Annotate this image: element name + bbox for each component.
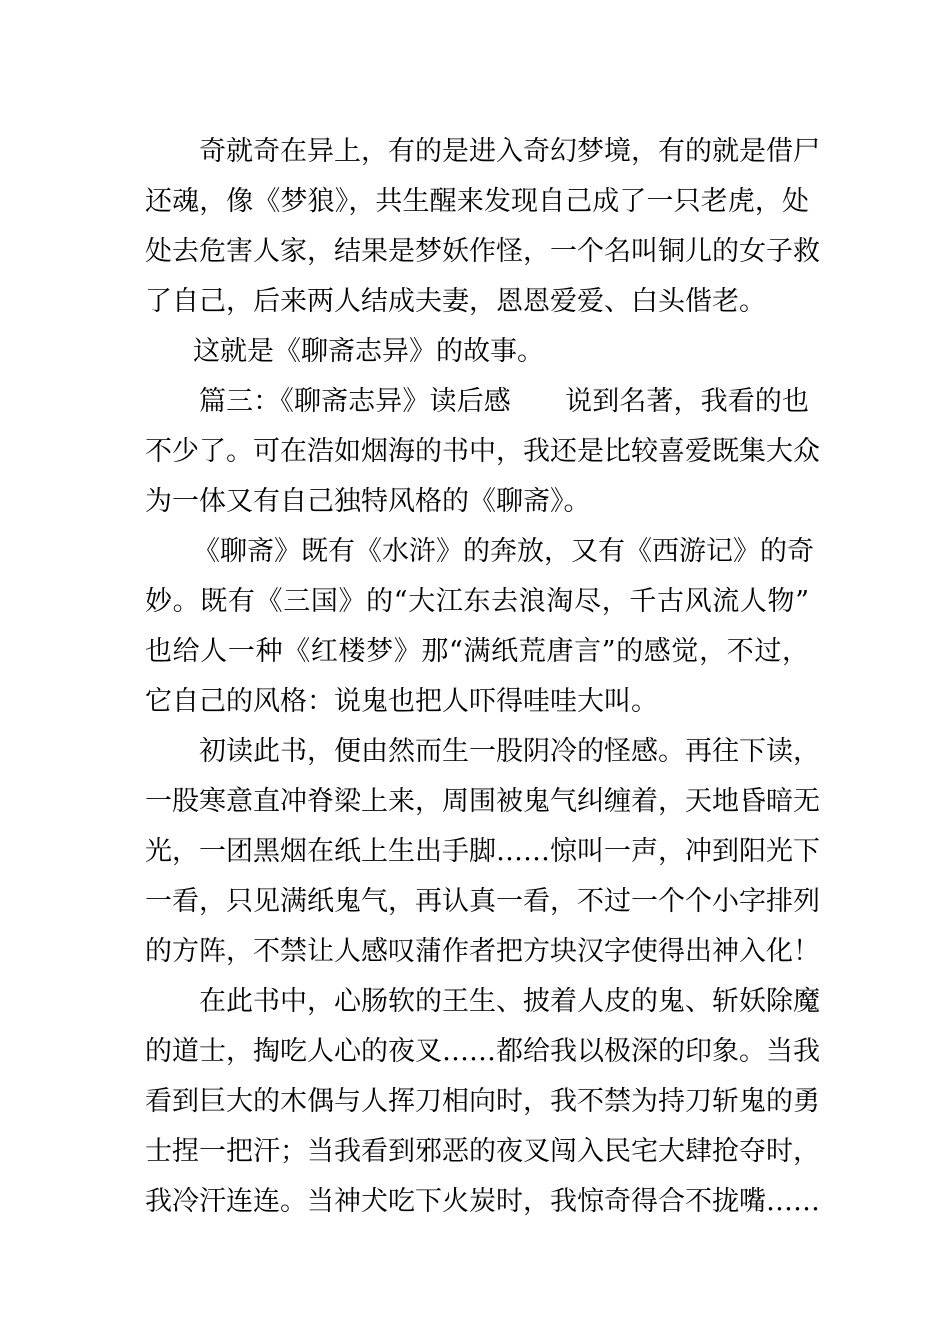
paragraph-p3 <box>145 377 820 527</box>
text-line: 不少了。可在浩如烟海的书中，我还是比较喜爱既集大众 <box>145 436 820 467</box>
text-line: 看到巨大的木偶与人挥刀相向时，我不禁为持刀斩鬼的勇 <box>145 1086 820 1117</box>
paragraph-p6 <box>145 977 820 1227</box>
paragraph-p2 <box>145 327 809 377</box>
paragraph-p4 <box>145 527 814 727</box>
text-line: 在此书中，心肠软的王生、披着人皮的鬼、斩妖除魔 <box>199 986 820 1017</box>
paragraph-p1 <box>145 127 820 327</box>
text-line: 妙。既有《三国》的“大江东去浪淘尽，千古风流人物” <box>145 586 809 617</box>
text-line: 的方阵，不禁让人感叹蒲作者把方块汉字使得出神入化！ <box>145 936 820 967</box>
text-line: 它自己的风格：说鬼也把人吓得哇哇大叫。 <box>145 686 658 717</box>
text-line: 的道士，掏吃人心的夜叉……都给我以极深的印象。当我 <box>145 1036 820 1067</box>
text-line: 这就是《聊斋志异》的故事。 <box>193 336 544 367</box>
text-line: 初读此书，便由然而生一股阴冷的怪感。再往下读， <box>199 736 820 767</box>
paragraph-p5 <box>145 727 820 977</box>
text-line: 我冷汗连连。当神犬吃下火炭时，我惊奇得合不拢嘴…… <box>145 1186 820 1217</box>
text-line: 还魂，像《梦狼》，共生醒来发现自己成了一只老虎，处 <box>145 186 809 217</box>
text-line: 为一体又有自己独特风格的《聊斋》。 <box>145 486 591 517</box>
text-line: 士捏一把汗；当我看到邪恶的夜叉闯入民宅大肆抢夺时， <box>145 1136 820 1167</box>
text-line: 一股寒意直冲脊梁上来，周围被鬼气纠缠着，天地昏暗无 <box>145 786 820 817</box>
text-line: 篇三：《聊斋志异》读后感 说到名著，我看的也 <box>199 386 809 417</box>
text-line: 也给人一种《红楼梦》那“满纸荒唐言”的感觉，不过， <box>145 636 809 667</box>
text-line: 了自己，后来两人结成夫妻，恩恩爱爱、白头偕老。 <box>145 286 766 317</box>
text-line: 《聊斋》既有《水浒》的奔放，又有《西游记》的奇 <box>193 536 814 567</box>
text-line: 奇就奇在异上，有的是进入奇幻梦境，有的就是借尸 <box>199 136 820 167</box>
text-line: 一看，只见满纸鬼气，再认真一看，不过一个个小字排列 <box>145 886 820 917</box>
text-line: 光，一团黑烟在纸上生出手脚……惊叫一声，冲到阳光下 <box>145 836 820 867</box>
document-body <box>145 127 820 1227</box>
text-line: 处去危害人家，结果是梦妖作怪，一个名叫铜儿的女子救 <box>145 236 820 267</box>
